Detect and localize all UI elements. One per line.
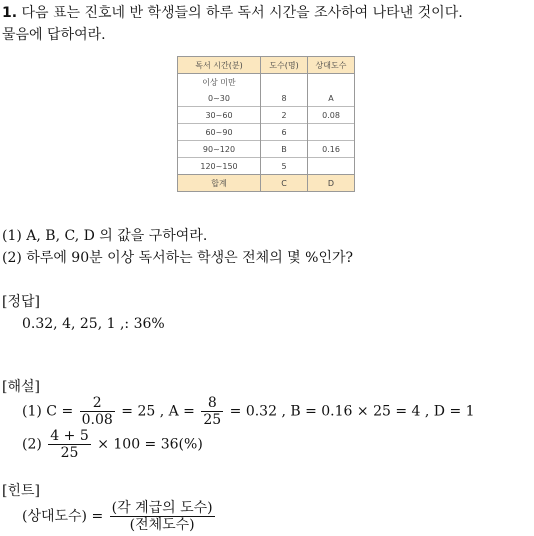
table-cell: B bbox=[261, 141, 308, 158]
table-cell: 90~120 bbox=[178, 141, 261, 158]
table-row bbox=[178, 107, 355, 124]
fraction-numerator: (각 계급의 도수) bbox=[111, 500, 213, 516]
solution-line-1 bbox=[22, 395, 475, 428]
fraction-denominator: 25 bbox=[60, 445, 79, 461]
table-total-row bbox=[178, 175, 355, 192]
table-cell: 30~60 bbox=[178, 107, 261, 124]
solution-text: (1) C = bbox=[22, 403, 74, 420]
table-cell bbox=[308, 124, 355, 141]
table-cell: 6 bbox=[261, 124, 308, 141]
header-reading-time: 독서 시간(분) bbox=[178, 57, 261, 74]
solution-text: (2) bbox=[22, 436, 42, 453]
table-cell: 2 bbox=[261, 107, 308, 124]
fraction-numerator: 8 bbox=[201, 395, 223, 412]
table-cell: 8 bbox=[261, 90, 308, 107]
table-cell: 0~30 bbox=[178, 90, 261, 107]
sub-question-2: (2) 하루에 90분 이상 독서하는 학생은 전체의 몇 %인가? bbox=[2, 250, 354, 266]
frequency-table bbox=[177, 56, 355, 192]
table-cell bbox=[308, 74, 355, 91]
table-cell bbox=[308, 158, 355, 175]
table-row bbox=[178, 74, 355, 91]
fraction-numerator: 4 + 5 bbox=[50, 428, 89, 444]
total-label: 합계 bbox=[178, 175, 261, 192]
solution-line-2 bbox=[22, 428, 203, 461]
table-cell: 60~90 bbox=[178, 124, 261, 141]
fraction bbox=[201, 395, 223, 428]
question bbox=[2, 2, 532, 46]
fraction-denominator: 0.08 bbox=[81, 412, 113, 428]
header-relative-frequency: 상대도수 bbox=[308, 57, 355, 74]
question-text-line2: 물음에 답하여라. bbox=[2, 27, 106, 43]
table-cell: 0.08 bbox=[308, 107, 355, 124]
table-cell bbox=[261, 74, 308, 91]
table-cell: 120~150 bbox=[178, 158, 261, 175]
table-row bbox=[178, 90, 355, 107]
question-number: 1. bbox=[2, 5, 18, 21]
solution-text: = 0.32 , B = 0.16 × 25 = 4 , D = 1 bbox=[229, 403, 475, 420]
table-header-row bbox=[178, 57, 355, 74]
fraction bbox=[110, 500, 215, 533]
table-row bbox=[178, 158, 355, 175]
answer-label: [정답] bbox=[2, 294, 40, 310]
solution-label: [해설] bbox=[2, 379, 40, 395]
table-row bbox=[178, 141, 355, 158]
table-row bbox=[178, 124, 355, 141]
header-frequency: 도수(명) bbox=[261, 57, 308, 74]
fraction-numerator: 2 bbox=[80, 395, 115, 412]
total-relative-frequency: D bbox=[308, 175, 355, 192]
hint-label: [힌트] bbox=[2, 483, 40, 499]
fraction-denominator: 25 bbox=[203, 412, 222, 428]
question-text-line1: 다음 표는 진호네 반 학생들의 하루 독서 시간을 조사하여 나타낸 것이다. bbox=[21, 5, 463, 21]
hint-formula bbox=[22, 500, 217, 533]
table-cell: A bbox=[308, 90, 355, 107]
table-cell: 5 bbox=[261, 158, 308, 175]
solution-text: = 25 , A = bbox=[121, 403, 195, 420]
fraction-denominator: (전체도수) bbox=[129, 517, 195, 533]
table-cell: 0.16 bbox=[308, 141, 355, 158]
answer-text: 0.32, 4, 25, 1 ,: 36% bbox=[22, 316, 165, 332]
table-cell: 이상 미만 bbox=[178, 74, 261, 91]
fraction bbox=[80, 395, 115, 428]
total-frequency: C bbox=[261, 175, 308, 192]
solution-text: × 100 = 36(%) bbox=[97, 436, 203, 453]
sub-question-1: (1) A, B, C, D 의 값을 구하여라. bbox=[2, 228, 208, 244]
fraction bbox=[48, 428, 90, 461]
hint-text: (상대도수) = bbox=[22, 508, 104, 525]
